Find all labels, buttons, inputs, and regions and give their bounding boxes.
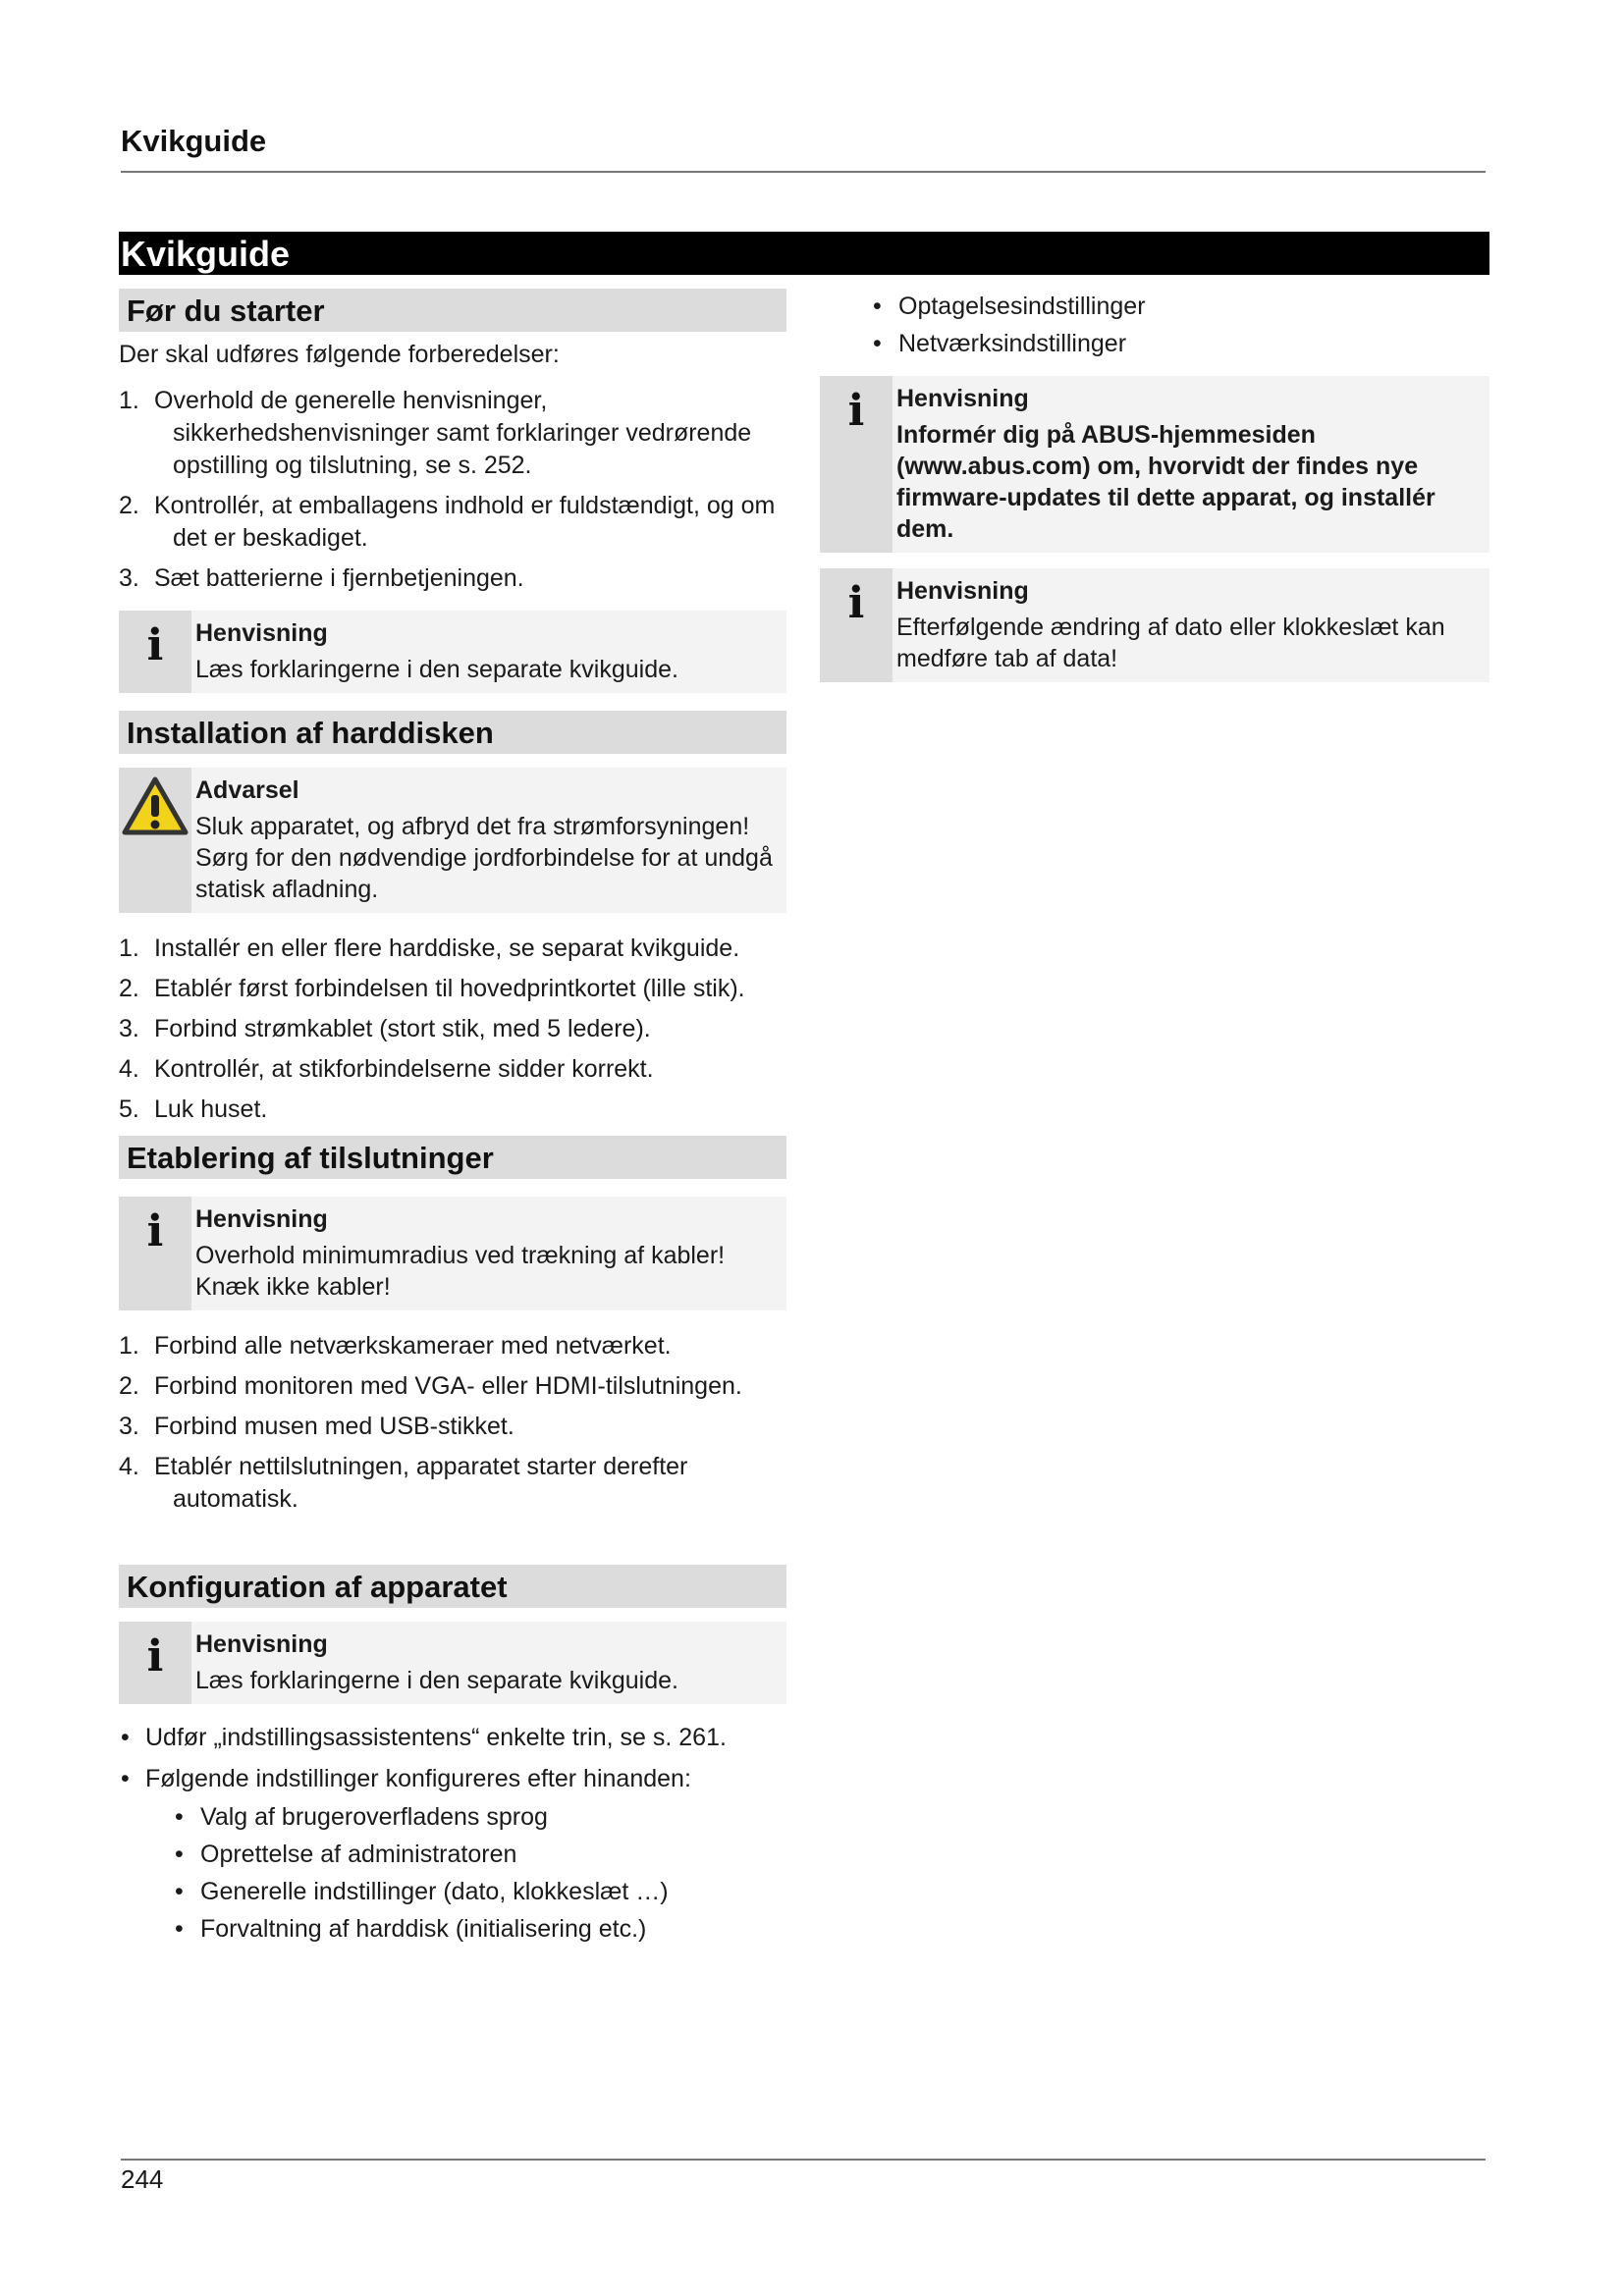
list-item: 4. Kontrollér, at stikforbindelserne sidder korrekt. [119,1055,654,1083]
info-icon: i [847,386,865,436]
before-steps-list [119,385,786,595]
section-heading-connections: Etablering af tilslutninger [119,1136,786,1179]
hdd-steps-list [119,933,786,1126]
connections-steps-list [119,1330,786,1516]
list-item: 5. Luk huset. [119,1095,268,1123]
section-heading-config: Konfiguration af apparatet [119,1565,786,1608]
list-item: • Generelle indstillinger (dato, klokkeslæt …) [173,1876,786,1908]
running-header: Kvikguide [121,124,267,158]
info-icon: i [146,1631,164,1682]
list-item: 1. Installér en eller flere harddiske, se separat kvikguide. [119,934,740,962]
list-item: 3. Forbind strømkablet (stort stik, med 5 ledere). [119,1015,651,1042]
note-box [119,611,786,693]
chapter-title: Kvikguide [119,232,1489,275]
config-sub-list-continued [820,291,1489,360]
intro-text: Der skal udføres følgende forberedelser: [119,341,560,368]
note-title: Henvisning [195,1630,328,1658]
list-item: 1. Forbind alle netværkskameraer med netværket. [119,1332,672,1360]
page-number: 244 [121,2164,164,2194]
note-body: Overhold minimumradius ved trækning af kabler! Knæk ikke kabler! [195,1242,726,1301]
config-sub-list [145,1801,786,1946]
list-item: • Forvaltning af harddisk (initialisering etc.) [173,1913,786,1946]
list-item: • Oprettelse af administratoren [173,1839,786,1871]
list-item: 2. Forbind monitoren med VGA- eller HDMI-tilslutningen. [119,1372,742,1400]
note-body: Læs forklaringerne i den separate kvikguide. [195,1667,678,1694]
warning-icon [121,775,189,836]
note-box [119,1197,786,1310]
list-item: 3. Forbind musen med USB-stikket. [119,1413,514,1440]
list-item: • Udfør „indstillingsassistentens“ enkelte trin, se s. 261. [119,1722,786,1754]
config-bullet-list [119,1722,786,1946]
section-heading-hdd: Installation af harddisken [119,711,786,754]
info-icon: i [847,578,865,628]
warning-body: Sluk apparatet, og afbryd det fra strømforsyningen! Sørg for den nødvendige jordforbindelse for at undgå statisk afladning. [195,813,773,903]
note-title: Henvisning [195,1205,328,1233]
info-icon: i [146,620,164,670]
section-heading-before: Før du starter [119,289,786,332]
header-rule [121,171,1486,173]
note-box [820,376,1489,553]
note-body: Læs forklaringerne i den separate kvikguide. [195,656,678,683]
footer-rule [121,2159,1486,2161]
note-body: Informér dig på ABUS-hjemmesiden (www.abus.com) om, hvorvidt der findes nye firmware-updates til dette apparat, og installér dem. [896,421,1435,543]
note-box [820,568,1489,682]
note-title: Henvisning [195,619,328,647]
list-item: • Netværksindstillinger [871,328,1489,360]
warning-box [119,768,786,913]
list-item: • Følgende indstillinger konfigureres efter hinanden: • Valg af brugeroverfladens sprog • Oprettelse af administratoren • Generelle indstillinger (dato, klokkeslæt …) • Forvaltning af harddisk (initialisering etc.) [119,1763,786,1946]
note-title: Henvisning [896,577,1029,605]
list-item: 1. Overhold de generelle henvisninger, sikkerhedshenvisninger samt forklaringer vedrørende opstilling og tilslutning, se s. 252. [119,387,752,479]
right-column [820,291,1489,698]
note-box [119,1622,786,1704]
note-title: Henvisning [896,385,1029,412]
list-item: 2. Kontrollér, at emballagens indhold er fuldstændigt, og om det er beskadiget. [119,492,776,552]
list-item: 2. Etablér først forbindelsen til hovedprintkortet (lille stik). [119,975,745,1002]
list-item: • Valg af brugeroverfladens sprog [173,1801,786,1834]
note-body: Efterfølgende ændring af dato eller klokkeslæt kan medføre tab af data! [896,614,1445,672]
info-icon: i [146,1206,164,1256]
list-item: 3. Sæt batterierne i fjernbetjeningen. [119,564,524,592]
list-item: • Optagelsesindstillinger [871,291,1489,323]
list-item: 4. Etablér nettilslutningen, apparatet starter derefter automatisk. [119,1453,688,1513]
warning-title: Advarsel [195,776,299,804]
left-column [119,289,786,1954]
